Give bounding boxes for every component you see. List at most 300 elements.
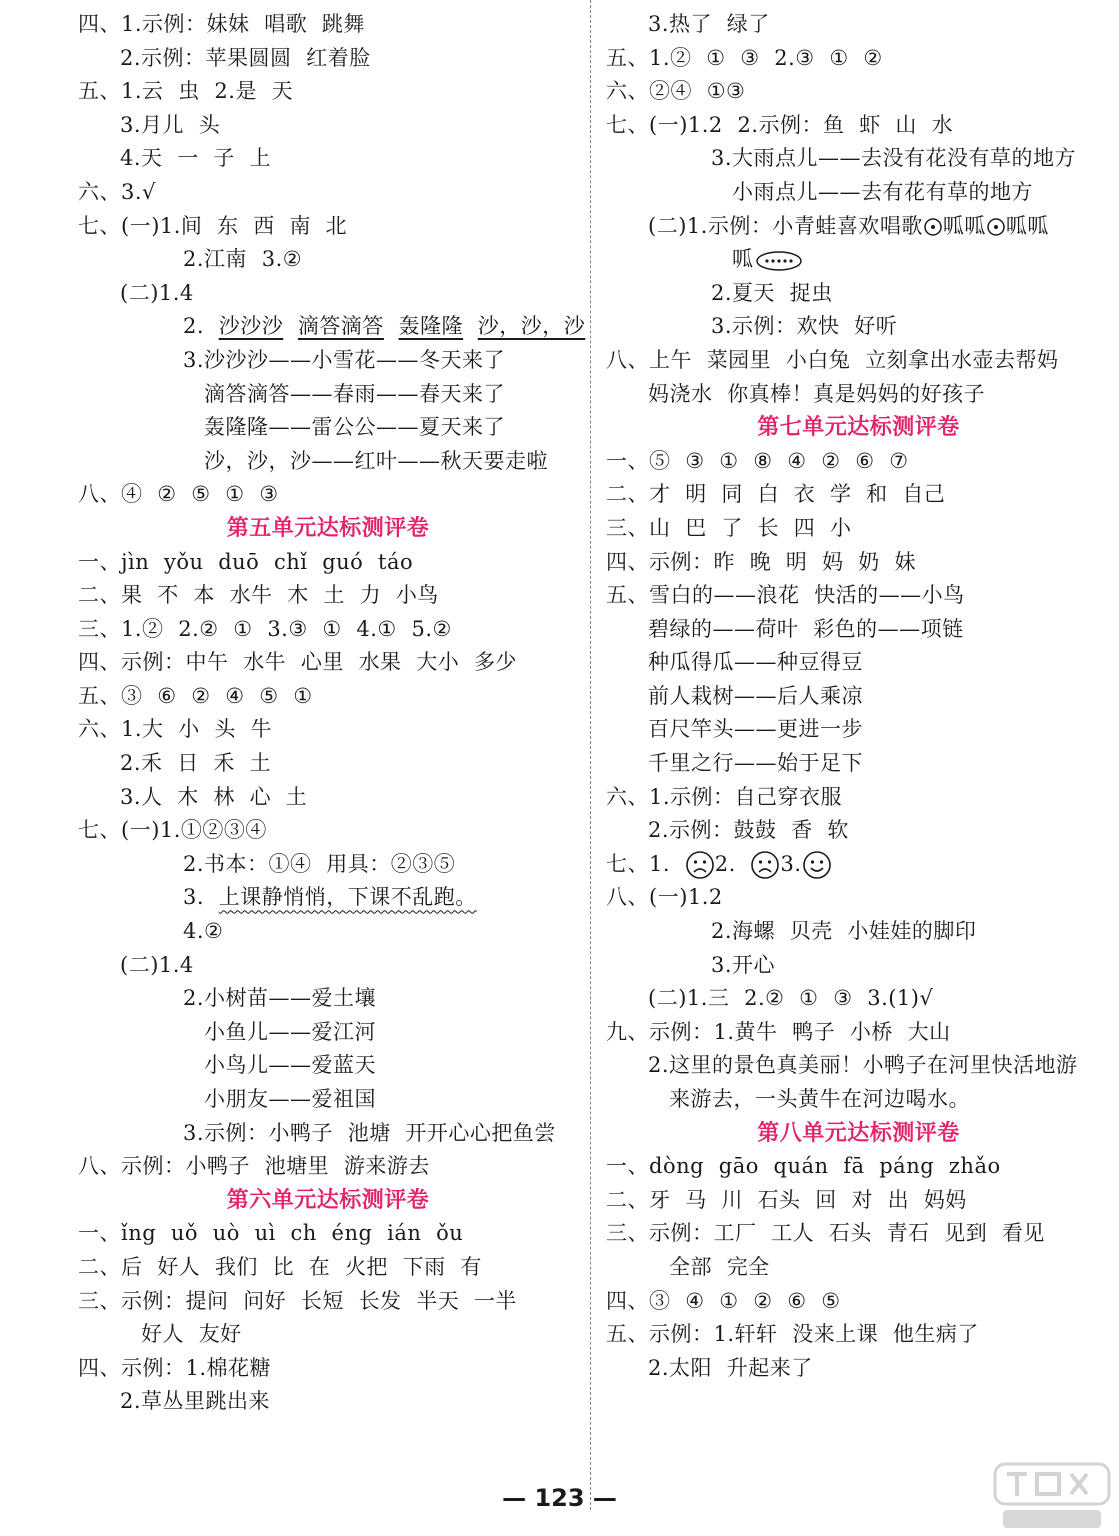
answer-line (78, 1251, 578, 1285)
answer-text: ⑧ (753, 448, 773, 473)
answer-text: ① (719, 1288, 739, 1313)
answer-text: 好人 (141, 1322, 184, 1347)
answer-text: 二、后 (78, 1254, 143, 1279)
answer-text: 2.夏天 (711, 280, 776, 305)
answer-text: 池塘里 (264, 1154, 330, 1179)
answer-line (78, 747, 578, 781)
answer-line (606, 512, 1111, 546)
answer-text: 2.示例：鼓鼓 (648, 818, 777, 843)
right-answer-column (606, 8, 1111, 1385)
answer-text: ⑤ (191, 482, 211, 507)
answer-text: 有 (460, 1254, 482, 1279)
answer-line (606, 781, 1111, 815)
answer-text: 没来上课 (792, 1322, 879, 1347)
answer-text: ④ (787, 448, 807, 473)
answer-text: 2.示例：鱼 (737, 112, 845, 137)
answer-text: 马 (685, 1187, 707, 1212)
answer-text: 小鸟儿——爱蓝天 (204, 1053, 376, 1078)
answer-text: (二)1.三 (648, 986, 730, 1011)
answer-text: 山 (895, 112, 917, 137)
answer-text: uǒ (170, 1221, 199, 1246)
answer-text: chǐ (274, 549, 308, 574)
answer-text: 第八单元达标测评卷 (757, 1120, 960, 1146)
answer-text: 2.② (178, 616, 219, 641)
answer-text: 自己 (902, 482, 946, 507)
answer-text: 开开心心把鱼尝 (405, 1120, 556, 1145)
answer-line (78, 713, 578, 747)
answer-text: 八、示例：小鸭子 (78, 1154, 250, 1179)
answer-text: uì (254, 1221, 276, 1246)
answer-text: ⑥ (787, 1288, 807, 1313)
answer-line (606, 1352, 1111, 1386)
answer-text: 八、上午 (606, 347, 692, 372)
answer-text: 贝壳 (789, 919, 833, 944)
answer-text: ③ (259, 482, 279, 507)
section-title (606, 411, 1111, 445)
answer-text: 好人 (157, 1254, 201, 1279)
answer-line (606, 142, 1111, 176)
answer-line (606, 982, 1111, 1016)
answer-text: 明 (685, 482, 707, 507)
answer-text: 3.热了 (648, 12, 713, 36)
answer-text: 奶 (858, 549, 880, 574)
answer-line (606, 848, 1111, 882)
answer-line (78, 881, 578, 915)
answer-text: 2.这里的景色真美丽！小鸭子在河里快活地游 (648, 1053, 1078, 1078)
answer-text: 3.月儿 (120, 112, 185, 137)
answer-text: 菜园里 (706, 347, 772, 372)
answer-line (606, 109, 1111, 143)
answer-line (78, 411, 578, 445)
answer-line (606, 949, 1111, 983)
answer-text: 石头 (828, 1221, 872, 1246)
answer-text: 4.天 (120, 146, 163, 171)
answer-text: 升起来了 (726, 1355, 813, 1380)
answer-text: ② (821, 448, 841, 473)
answer-line (606, 747, 1111, 781)
answer-line (78, 142, 578, 176)
answer-text: ①③ (706, 79, 746, 104)
answer-text: 长发 (358, 1288, 402, 1313)
answer-line (606, 1184, 1111, 1218)
answer-text: ① (829, 45, 849, 70)
answer-text: 完全 (726, 1254, 770, 1279)
answer-text: 下雨 (402, 1254, 446, 1279)
answer-line (78, 1117, 578, 1151)
answer-text: 全部 (669, 1254, 712, 1279)
answer-text: 3.开心 (711, 952, 776, 977)
answer-text: 捉虫 (789, 280, 833, 305)
answer-text: 滴答滴答 (297, 314, 384, 339)
answer-text: 土 (323, 583, 345, 608)
answer-text: uò (212, 1221, 240, 1246)
answer-line (78, 478, 578, 512)
answer-line (606, 1251, 1111, 1285)
answer-text: 南 (289, 213, 311, 238)
column-divider (590, 0, 591, 1510)
answer-text: 5.② (411, 616, 452, 641)
answer-line (606, 75, 1111, 109)
answer-text: 2.书本：①④ (183, 851, 312, 876)
answer-text: 跳舞 (321, 12, 365, 36)
answer-text: 虫 (178, 79, 200, 104)
answer-text: 日 (177, 751, 199, 776)
answer-text: 第六单元达标测评卷 (226, 1187, 430, 1213)
answer-text: 轰隆隆 (398, 314, 464, 339)
answer-text: ① (719, 448, 739, 473)
answer-text: ② (191, 683, 211, 708)
answer-text: 白 (757, 482, 780, 507)
answer-text: 七、(一)1.①②③④ (78, 818, 267, 843)
answer-text: ③ (833, 986, 853, 1011)
answer-text: 3. (183, 885, 205, 910)
answer-text: 六、②④ (606, 79, 692, 104)
answer-text: duō (218, 549, 260, 574)
answer-text: 北 (325, 213, 348, 238)
answer-text: 不 (157, 583, 179, 608)
answer-text: (二)1.4 (120, 952, 194, 977)
answer-line (78, 949, 578, 983)
answer-line (606, 1217, 1111, 1251)
answer-text: 五、雪白的——浪花 (606, 583, 800, 608)
answer-text: 四、1.示例：妹妹 (78, 12, 250, 36)
answer-text: 一、jìn (78, 549, 150, 574)
answer-line (78, 1150, 578, 1184)
answer-text: 四、示例：中午 (78, 650, 229, 675)
answer-text: ① (293, 683, 313, 708)
answer-text: 五、③ (78, 683, 143, 708)
answer-text: 小白兔 (785, 347, 851, 372)
answer-text: 虾 (859, 112, 881, 137)
answer-text: 3.人 (120, 784, 163, 809)
answer-text: 木 (177, 784, 199, 809)
answer-line (78, 848, 578, 882)
answer-text: 半天 (416, 1288, 460, 1313)
answer-text: 看见 (1001, 1221, 1045, 1246)
answer-text: 头 (198, 112, 221, 137)
answer-text: ④ (225, 683, 245, 708)
answer-text: 小 (178, 717, 200, 742)
answer-text: (二)1.示例：小青蛙喜欢唱歌 (648, 213, 923, 238)
answer-text: 沙，沙，沙——红叶——秋天要走啦 (204, 448, 548, 473)
answer-text: 小鱼儿——爱江河 (204, 1019, 376, 1044)
answer-text: 三、山 (606, 515, 671, 540)
answer-text: 学 (829, 482, 852, 507)
answer-text: 2.小树苗——爱土壤 (183, 986, 377, 1011)
answer-text: 2.是 (214, 79, 257, 104)
answer-text: 好听 (854, 314, 898, 339)
answer-text: 轰隆隆——雷公公——夏天来了 (204, 415, 505, 440)
answer-line (606, 310, 1111, 344)
answer-text: 小雨点儿——去有花有草的地方 (732, 179, 1033, 204)
answer-line (78, 8, 578, 42)
answer-line (606, 881, 1111, 915)
answer-line (78, 176, 578, 210)
answer-text: páng (879, 1154, 935, 1179)
answer-text: 本 (193, 583, 215, 608)
answer-text: 上 (249, 146, 272, 171)
sad-face-icon (750, 850, 780, 880)
answer-text: 呱呱 (942, 213, 986, 238)
answer-line (606, 814, 1111, 848)
answer-text: 2.太阳 (648, 1355, 713, 1380)
footer-dash-right: — (592, 1484, 617, 1512)
page-number (0, 1484, 1119, 1512)
answer-text: ③ (685, 448, 705, 473)
smiley-face-icon (802, 850, 832, 880)
answer-line (78, 1385, 578, 1419)
answer-line (78, 1016, 578, 1050)
answer-text: 牛 (250, 717, 273, 742)
answer-text: ① (225, 482, 245, 507)
answer-text: ǒu (436, 1221, 464, 1246)
answer-text: 百尺竿头——更进一步 (648, 717, 863, 742)
answer-text: (二)1.4 (120, 280, 194, 305)
answer-text: 妹 (894, 549, 916, 574)
answer-text: 林 (213, 784, 235, 809)
answer-text: 友好 (198, 1322, 242, 1347)
answer-text: 子 (213, 146, 235, 171)
answer-text: 红着脸 (306, 45, 371, 70)
answer-text: 绿了 (726, 12, 770, 36)
ellipsis-oval-icon (754, 249, 804, 273)
answer-text: 九、示例：1.黄牛 (606, 1019, 778, 1044)
answer-text: 五、1.② (606, 45, 692, 70)
answer-text: 大山 (907, 1019, 951, 1044)
section-title (78, 512, 578, 546)
answer-text: 六、1.示例：自己穿衣服 (606, 784, 843, 809)
answer-line (78, 781, 578, 815)
answer-text: 巴 (685, 515, 707, 540)
answer-text: 四、③ (606, 1288, 671, 1313)
answer-text: 水牛 (243, 650, 287, 675)
answer-text: 4.② (183, 919, 224, 944)
answer-text: 对 (851, 1187, 873, 1212)
answer-text: 石头 (757, 1187, 801, 1212)
answer-text: 2.② (744, 986, 785, 1011)
answer-text: ② (157, 482, 177, 507)
answer-text: 火把 (344, 1254, 388, 1279)
answer-text: 2.示例：苹果圆圆 (120, 45, 292, 70)
answer-line (78, 344, 578, 378)
answer-line (78, 378, 578, 412)
answer-text: 天 (271, 79, 294, 104)
answer-line (606, 1083, 1111, 1117)
answer-line (606, 646, 1111, 680)
answer-text: 妈 (822, 549, 844, 574)
answer-text: 回 (815, 1187, 837, 1212)
answer-text: 第七单元达标测评卷 (757, 415, 960, 441)
answer-text: 2.草丛里跳出来 (120, 1389, 271, 1414)
answer-text: 2.禾 (120, 751, 163, 776)
answer-text: 七、1. (606, 851, 671, 876)
answer-text: ① (706, 45, 726, 70)
answer-text: 了 (721, 515, 743, 540)
answer-text: 一半 (473, 1288, 517, 1313)
answer-text: 八、④ (78, 482, 143, 507)
answer-text: 千里之行——始于足下 (648, 751, 863, 776)
answer-line (78, 42, 578, 76)
answer-line (606, 344, 1111, 378)
answer-text: ② (863, 45, 883, 70)
answer-line (606, 1318, 1111, 1352)
answer-line (78, 982, 578, 1016)
answer-text: 长 (757, 515, 780, 540)
answer-text: 禾 (213, 751, 235, 776)
answer-text: gāo (718, 1154, 759, 1179)
answer-text: 2.③ (774, 45, 815, 70)
answer-text: 呱呱 (1005, 213, 1049, 238)
answer-line (606, 176, 1111, 210)
answer-text: 心里 (300, 650, 344, 675)
answer-line (606, 915, 1111, 949)
answer-text: 一、dòng (606, 1154, 705, 1179)
answer-text: ⑥ (855, 448, 875, 473)
answer-text: ch (290, 1221, 317, 1246)
answer-line (606, 378, 1111, 412)
section-title (606, 1117, 1111, 1151)
answer-line (606, 243, 1111, 277)
answer-text: 三、示例：工厂 (606, 1221, 757, 1246)
answer-text: 2. (714, 851, 736, 876)
answer-text: 妈妈 (923, 1187, 967, 1212)
answer-text: 小朋友——爱祖国 (204, 1087, 376, 1111)
answer-text: ián (387, 1221, 422, 1246)
answer-line (78, 1217, 578, 1251)
answer-text: ⑦ (889, 448, 909, 473)
answer-text: 力 (359, 583, 382, 608)
answer-text: éng (331, 1221, 373, 1246)
answer-text: 明 (785, 549, 808, 574)
answer-text: 2.江南 (183, 247, 248, 272)
answer-text: 4.① (356, 616, 397, 641)
answer-text: 大小 (416, 650, 460, 675)
answer-line (78, 680, 578, 714)
answer-line (78, 277, 578, 311)
answer-text: 上课静悄悄，下课不乱跑。 (218, 885, 477, 910)
answer-line (78, 915, 578, 949)
answer-text: quán (773, 1154, 829, 1179)
answer-line (606, 1016, 1111, 1050)
answer-text: ① (799, 986, 819, 1011)
answer-text: 来游去，一头黄牛在河边喝水。 (669, 1087, 970, 1111)
answer-text: 一、⑤ (606, 448, 671, 473)
answer-text: 妈浇水 (648, 381, 713, 406)
answer-text: 水 (931, 112, 954, 137)
answer-text: 呱 (732, 247, 754, 272)
answer-text: zhǎo (948, 1154, 1001, 1179)
answer-text: 二、牙 (606, 1187, 671, 1212)
answer-text: 三、示例：提问 (78, 1288, 229, 1313)
answer-text: 长短 (300, 1288, 344, 1313)
answer-text: 3.沙沙沙——小雪花——冬天来了 (183, 347, 506, 372)
answer-text: 游来游去 (343, 1154, 430, 1179)
answer-line (78, 75, 578, 109)
answer-text: 香 (791, 818, 813, 843)
answer-text: 和 (866, 482, 888, 507)
answer-text: 七、(一)1.2 (606, 112, 723, 137)
answer-line (606, 680, 1111, 714)
circled-dot-icon (986, 217, 1006, 237)
answer-text: 四、示例：1.棉花糖 (78, 1355, 272, 1380)
answer-text: fā (843, 1154, 865, 1179)
answer-text: 鸭子 (792, 1019, 836, 1044)
answer-text: 一 (177, 146, 199, 171)
answer-text: ⑤ (259, 683, 279, 708)
answer-text: 心 (249, 784, 272, 809)
answer-text: 滴答滴答——春雨——春天来了 (204, 381, 505, 406)
answer-text: 3.示例：小鸭子 (183, 1120, 334, 1145)
answer-text: 小 (829, 515, 852, 540)
answer-text: 3. (780, 851, 802, 876)
answer-text: táo (378, 549, 414, 574)
answer-text: 头 (214, 717, 236, 742)
sad-face-icon (685, 850, 715, 880)
answer-text: 种瓜得瓜——种豆得豆 (648, 650, 863, 675)
answer-text: 五、示例：1.轩轩 (606, 1322, 778, 1347)
answer-text: 他生病了 (892, 1322, 979, 1347)
answer-text: 晚 (749, 549, 772, 574)
answer-line (606, 445, 1111, 479)
answer-text: 川 (721, 1187, 743, 1212)
watermark-logo-icon (993, 1460, 1111, 1532)
answer-line (606, 613, 1111, 647)
answer-text: 六、3.√ (78, 179, 156, 204)
answer-line (606, 277, 1111, 311)
answer-text: 问好 (243, 1288, 287, 1313)
answer-line (606, 546, 1111, 580)
answer-text: 碧绿的——荷叶 (648, 616, 799, 641)
answer-text: 第五单元达标测评卷 (226, 515, 430, 541)
answer-text: 同 (721, 482, 743, 507)
answer-text: 3.③ (267, 616, 308, 641)
answer-line (78, 814, 578, 848)
answer-line (606, 1049, 1111, 1083)
answer-line (78, 210, 578, 244)
answer-text: 快活的——小鸟 (814, 583, 965, 608)
answer-line (78, 1083, 578, 1117)
answer-line (606, 42, 1111, 76)
answer-line (78, 109, 578, 143)
answer-text: 池塘 (347, 1120, 391, 1145)
answer-text: 七、(一)1.间 (78, 213, 203, 238)
answer-text: 西 (253, 213, 275, 238)
answer-text: ④ (685, 1288, 705, 1313)
answer-text: 唱歌 (264, 12, 308, 36)
answer-text: 小娃娃的脚印 (847, 919, 977, 944)
answer-text: guó (322, 549, 364, 574)
answer-line (78, 646, 578, 680)
left-answer-column (78, 8, 586, 1419)
answer-text: 3.大雨点儿——去没有花没有草的地方 (711, 146, 1077, 171)
answer-line (606, 478, 1111, 512)
answer-text: 四、示例：昨 (606, 549, 735, 574)
answer-line (606, 8, 1111, 42)
answer-text: 多少 (473, 650, 517, 675)
answer-text: 八、(一)1.2 (606, 885, 723, 910)
answer-text: 见到 (944, 1221, 988, 1246)
answer-text: ③ (740, 45, 760, 70)
answer-text: 彩色的——项链 (813, 616, 964, 641)
answer-text: ② (753, 1288, 773, 1313)
answer-text: 土 (285, 784, 308, 809)
answer-text: 土 (249, 751, 272, 776)
answer-line (78, 310, 586, 344)
answer-text: 比 (272, 1254, 295, 1279)
circled-dot-icon (923, 217, 943, 237)
answer-text: 你真棒！真是妈妈的好孩子 (727, 381, 986, 406)
answer-text: 水牛 (229, 583, 273, 608)
